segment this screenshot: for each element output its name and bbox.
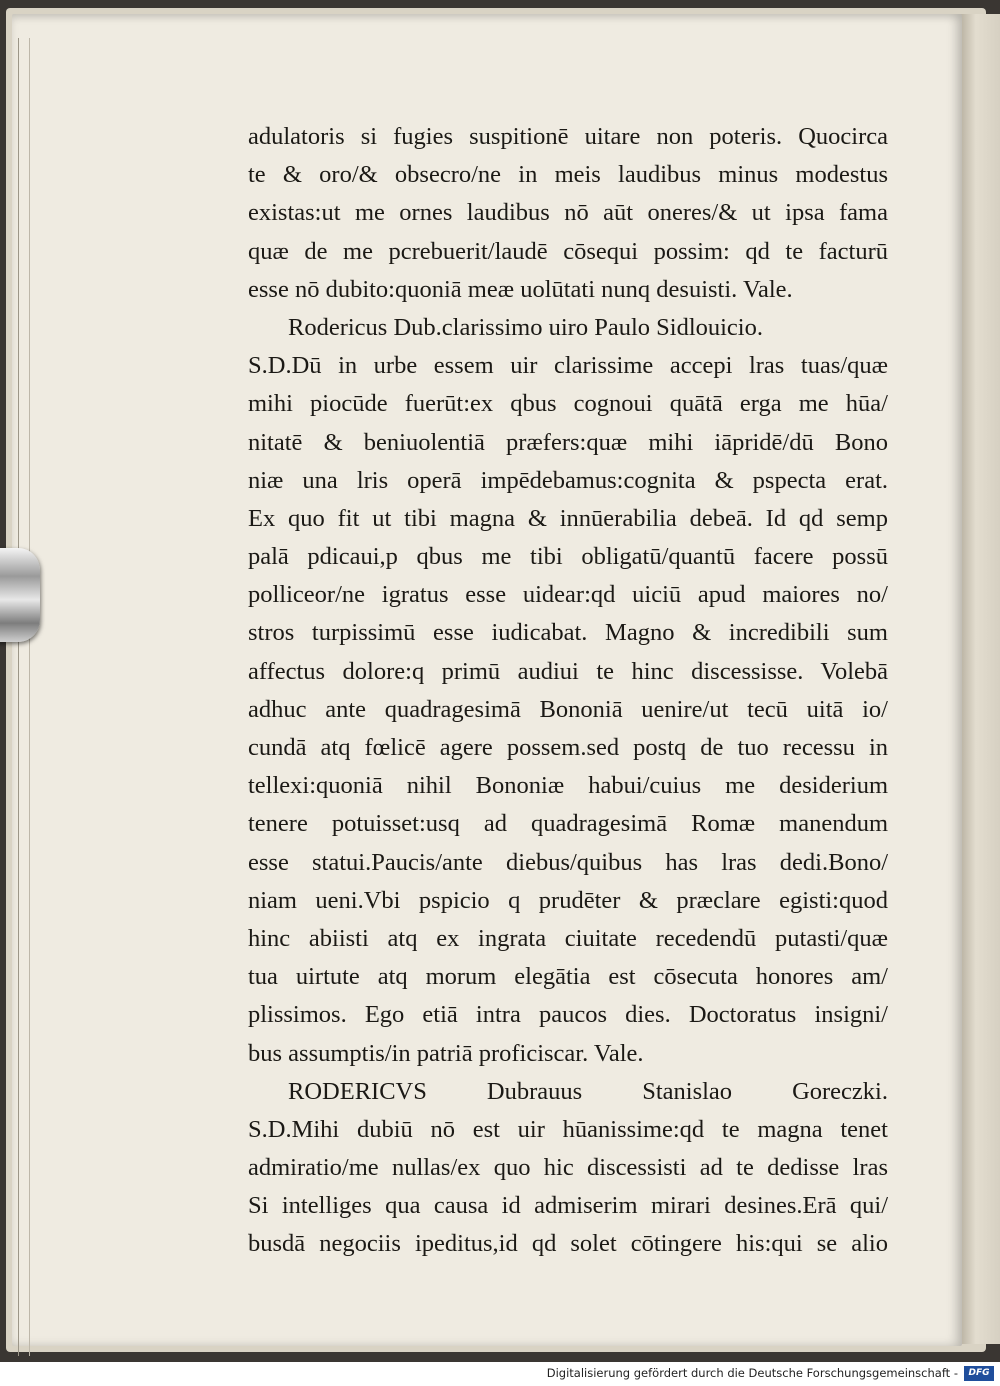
digitization-footer [0, 1362, 1000, 1386]
text-line: S.D.Dū in urbe essem uir clarissime accepi lras tuas/quæ [248, 352, 888, 380]
text-line: Ex quo fit ut tibi magna & innūerabilia debeā. Id qd semp [248, 504, 888, 532]
text-line: polliceor/ne igratus esse uidear:qd uiciū apud maiores no/ [248, 581, 888, 609]
letter-heading: Rodericus Dub.clarissimo uiro Paulo Sidlouicio. [288, 313, 763, 341]
text-line: adhuc ante quadragesimā Bononiā uenire/ut tecū uitā io/ [248, 695, 888, 723]
text-line: hinc abiisti atq ex ingrata ciuitate recedendū putasti/quæ [248, 924, 888, 952]
text-line: tua uirtute atq morum elegātia est cōsecuta honores am/ [248, 963, 888, 991]
dfg-logo-icon: DFG [964, 1366, 994, 1381]
text-line: stros turpissimū esse iudicabat. Magno & incredibili sum [248, 619, 888, 647]
printed-text-block [248, 118, 888, 1264]
facing-page-edge [960, 14, 1000, 1344]
text-line: bus assumptis/in patriā proficiscar. Vale. [248, 1039, 644, 1067]
page-edges [18, 38, 30, 1356]
dfg-credit-text: Digitalisierung gefördert durch die Deutsche Forschungsgemeinschaft - [546, 1366, 958, 1380]
text-line: nitatē & beniuolentiā præfers:quæ mihi iāpridē/dū Bono [248, 428, 888, 456]
letter-heading: RODERICVS Dubrauus Stanislao Goreczki. [288, 1077, 888, 1105]
text-line: quæ de me pcrebuerit/laudē cōsequi possim: qd te facturū [248, 237, 888, 265]
text-line: existas:ut me ornes laudibus nō aūt oneres/& ut ipsa fama [248, 199, 888, 227]
text-line: esse nō dubito:quoniā meæ uolūtati nunq desuisti. Vale. [248, 275, 793, 303]
text-line: niam ueni.Vbi pspicio q prudēter & præclare egisti:quod [248, 886, 888, 914]
text-line: S.D.Mihi dubiū nō est uir hūanissime:qd te magna tenet [248, 1115, 888, 1143]
text-line: Si intelliges qua causa id admiserim mirari desines.Erā qui/ [248, 1192, 888, 1220]
text-line: plissimos. Ego etiā intra paucos dies. Doctoratus insigni/ [248, 1001, 888, 1029]
text-line: adulatoris si fugies suspitionē uitare non poteris. Quocirca [248, 123, 888, 150]
text-line: mihi piocūde fuerūt:ex qbus cognoui quātā erga me hūa/ [248, 390, 888, 418]
text-line: tellexi:quoniā nihil Bononiæ habui/cuius me desiderium [248, 772, 888, 800]
text-line: esse statui.Paucis/ante diebus/quibus has lras dedi.Bono/ [248, 848, 888, 876]
text-line: tenere potuisset:usq ad quadragesimā Romæ manendum [248, 810, 888, 838]
text-line: palā pdicaui,p qbus me tibi obligatū/quantū facere possū [248, 543, 888, 571]
text-line: busdā negociis ipeditus,id qd solet cōtingere his:qui se alio [248, 1230, 888, 1258]
text-line: niæ una lris operā impēdebamus:cognita & pspecta erat. [248, 466, 888, 494]
text-line: admiratio/me nullas/ex quo hic discessisti ad te dedisse lras [248, 1154, 888, 1182]
text-line: te & oro/& obsecro/ne in meis laudibus minus modestus [248, 161, 888, 189]
text-line: cundā atq fœlicē agere possem.sed postq de tuo recessu in [248, 734, 888, 761]
page-clip [0, 548, 40, 642]
text-line: affectus dolore:q primū audiui te hinc discessisse. Volebā [248, 657, 888, 685]
